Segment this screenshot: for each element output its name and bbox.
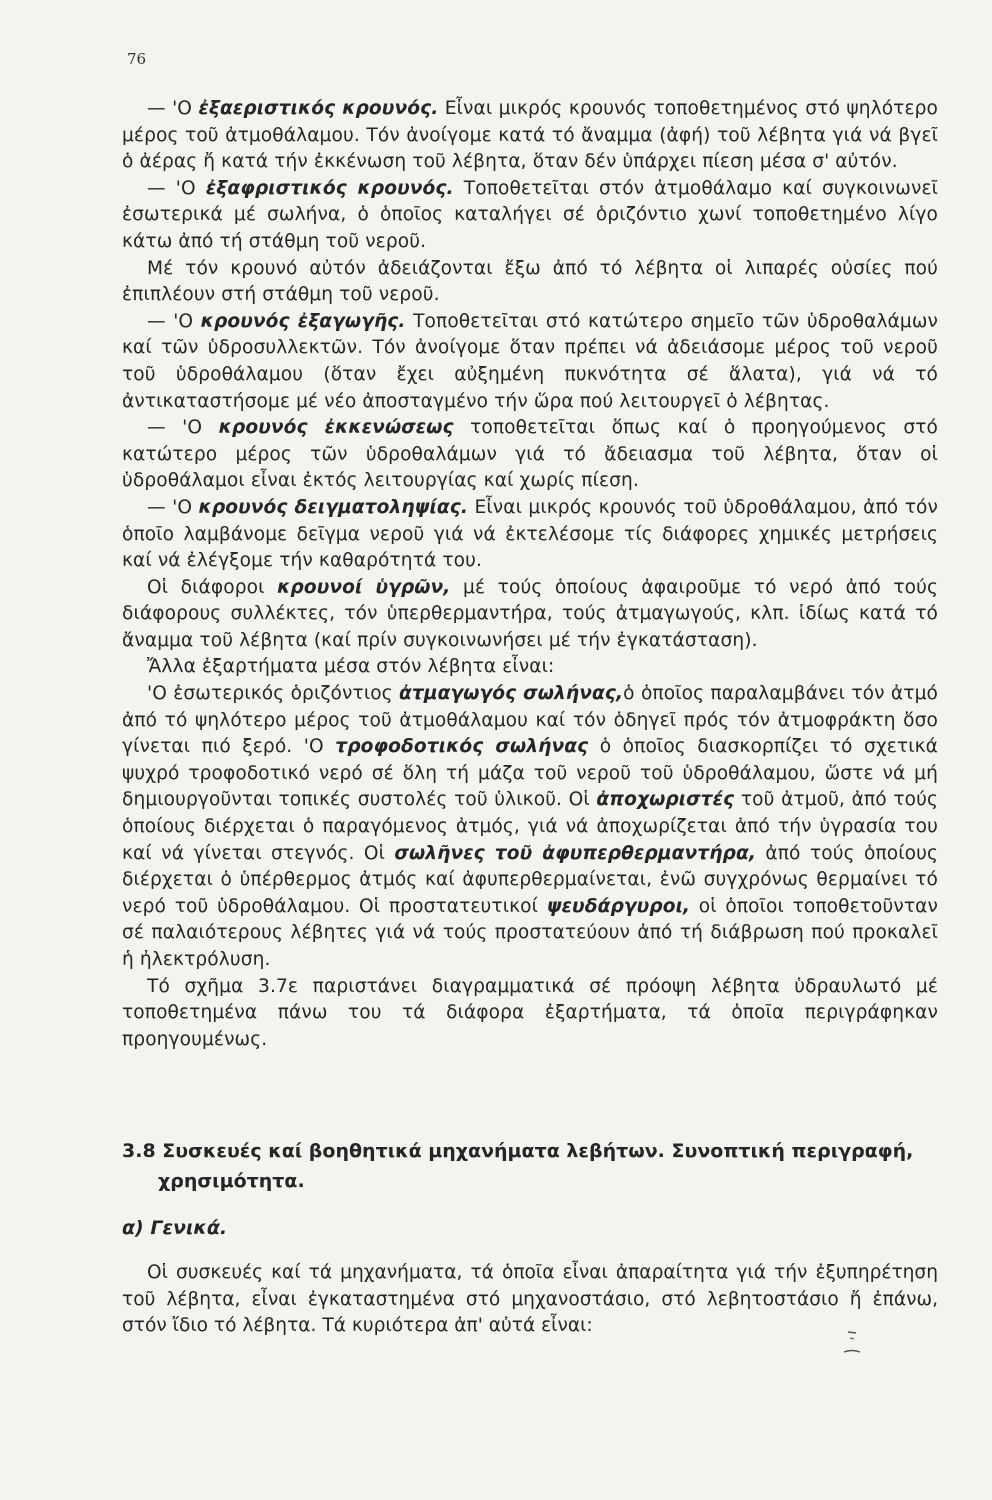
paragraph-other-fittings: Ἄλλα ἐξαρτήματα μέσα στόν λέβητα εἶναι: [147,656,555,678]
term-vent-valve: ἐξαεριστικός κρουνός. [198,98,439,119]
paragraph-text: ὁ ὁποῖος παραλαμβάνει τόν ἀτμό ἀπό τό ψηλότερο μέρος τοῦ ἀτμοθάλαμου καί τόν ὁδηγεῖ πρός τόν ἀτμοφράκτη ὅσο γίνεται πιό ξερό. 'Ο [122,683,938,758]
page-number: 76 [127,50,147,68]
paragraph-general: Οἱ συσκευές καί τά μηχανήματα, τά ὁποῖα εἶναι ἀπαραίτητα γιά τήν ἐξυπηρέτηση τοῦ λέβητα, εἶναι ἐγκαταστημένα στό μηχανοστάσιο, στό λεβητοστάσιο ἤ ἐπάνω, στόν ἴδιο τό λέβητα. Τά κυριότερα ἀπ' αὐτά εἶναι: [122,1262,938,1337]
term-liquid-valves: κρουνοί ὑγρῶν, [277,576,451,598]
paragraph-text: 'Ο ἐσωτερικός ὁριζόντιος [147,683,400,705]
paragraph-sampling-valve [122,495,938,575]
dash-lead: — 'Ο [147,496,199,518]
scan-mark-icon [840,1328,880,1358]
term-desuperheater-tubes: σωλῆνες τοῦ ἀφυπερθερμαντήρα, [394,842,756,864]
paragraph-liquid-valves [122,575,938,655]
dash-lead: — 'Ο [147,177,206,199]
paragraph-text: Οἱ διάφοροι [147,576,278,598]
paragraph-figure-reference: Τό σχῆμα 3.7ε παριστάνει διαγραμματικά σέ πρόοψη λέβητα ὑδραυλωτό μέ τοποθετημένα πάνω του τά διάφορα ἐξαρτήματα, τά ὁποῖα περιγράφηκαν προηγουμένως. [122,975,938,1050]
paragraph-text: Εἶναι μικρός κρουνός τοποθετημένος στό ψηλότερο μέρος τοῦ ἀτμοθάλαμου. Τόν ἀνοίγομε κατά τό ἄναμμα (ἀφή) τοῦ λέβητα γιά νά βγεῖ ὁ ἀέρας ἤ κατά τήν ἐκκένωση τοῦ λέβητα, ὅταν δέν ὑπάρχει πίεση μέσα σ' αὐτόν. [122,98,938,173]
paragraph-text: ἀπό τούς ὁποίους διέρχεται ὁ ὑπέρθερμος ἀτμός καί ἀφυπερθερμαίνεται, ἐνῶ συγχρόνως θερμαίνει τό νερό τοῦ ὑδροθάλαμου. Οἱ προστατευτικοί [122,842,938,917]
term-blowdown-valve: κρουνός ἐξαγωγῆς. [200,310,406,332]
paragraph-text: τοποθετεῖται ὅπως καί ὁ προηγούμενος στό κατώτερο μέρος τῶν ὑδροθαλάμων γιά τό ἄδειασμα τοῦ λέβητα, ὅταν οἱ ὑδροθάλαμοι εἶναι ἐκτός λειτουργίας καί χωρίς πίεση. [122,417,938,492]
paragraph-internal-fittings [122,681,938,974]
dash-lead: — 'Ο [147,310,201,332]
term-sampling-valve: κρουνός δειγματοληψίας. [198,496,469,518]
dash-lead: — 'Ο [147,417,219,439]
paragraph-drain-valve [122,415,938,495]
term-separators: ἀποχωριστές [596,789,735,811]
term-zinc-anodes: ψευδάργυροι, [546,895,691,917]
body-text [122,96,938,1053]
term-drain-valve: κρουνός ἐκκενώσεως [218,417,454,439]
paragraph-scum-valve-note: Μέ τόν κρουνό αὐτόν ἀδειάζονται ἔξω ἀπό τό λέβητα οἱ λιπαρές οὐσίες πού ἐπιπλέουν στή στάθμη τοῦ νεροῦ. [122,257,938,306]
section-heading: 3.8 Συσκευές καί βοηθητικά μηχανήματα λεβήτων. Συνοπτική περιγραφή, χρησιμότητα. [122,1140,914,1192]
subsection-heading: α) Γενικά. [122,1217,228,1239]
paragraph-text: Τοποθετεῖται στόν ἀτμοθάλαμο καί συγκοινωνεῖ ἐσωτερικά μέ σωλήνα, ὁ ὁποῖος καταλήγει σέ ὁριζόντιο χωνί τοποθετημένο λίγο κάτω ἀπό τή στάθμη τοῦ νεροῦ. [122,177,938,252]
paragraph-scum-valve [122,176,938,256]
paragraph-text: ὁ ὁποῖος διασκορπίζει τό σχετικά ψυχρό τροφοδοτικό νερό σέ ὅλη τή μάζα τοῦ νεροῦ τοῦ ὑδροθάλαμου, ὥστε νά μή δημιουργοῦνται τοπικές συστολές τοῦ ὑλικοῦ. Οἱ [122,736,938,811]
term-scum-valve: ἐξαφριστικός κρουνός. [205,177,454,199]
paragraph-text: Εἶναι μικρός κρουνός τοῦ ὑδροθάλαμου, ἀπό τόν ὁποῖο λαμβάνομε δεῖγμα νεροῦ γιά νά ἐκτελέσομε τίς διάφορες χημικές μετρήσεις καί νά ἐλέγξομε τήν καθαρότητά του. [122,496,938,572]
term-steam-pipe: ἀτμαγωγός σωλήνας, [399,683,624,705]
paragraph-text: μέ τούς ὁποίους ἀφαιροῦμε τό νερό ἀπό τούς διάφορους συλλέκτες, τόν ὑπερθερμαντήρα, τούς ἀτμαγωγούς, κλπ. ἰδίως κατά τό ἄναμμα τοῦ λέβητα (καί πρίν συγκοινωνήσει μέ τήν ἐγκατάσταση). [122,576,939,651]
dash-lead: — 'Ο [147,98,199,119]
paragraph-text: τοῦ ἀτμοῦ, ἀπό τούς ὁποίους διέρχεται ὁ παραγόμενος ἀτμός, γιά νά ἀποχωρίζεται ἀπό τήν ὑγρασία του καί νά γίνεται στεγνός. Οἱ [122,789,938,864]
paragraph-text: Τοποθετεῖται στό κατώτερο σημεῖο τῶν ὑδροθαλάμων καί τῶν ὑδροσυλλεκτῶν. Τόν ἀνοίγομε ὅταν πρέπει νά ἀδειάσομε μέρος τοῦ νεροῦ τοῦ ὑδροθάλαμου (ὅταν ἔχει αὐξημένη πυκνότητα σέ ἅλατα), γιά νά τό ἀντικαταστήσομε μέ νέο ἀποσταγμένο τήν ὥρα πού λειτουργεῖ ὁ λέβητας. [122,310,938,412]
paragraph-text: οἱ ὁποῖοι τοποθετοῦνταν σέ παλαιότερους λέβητες γιά νά τούς προστατεύουν ἀπό τή διάβρωση πού προκαλεῖ ἡ ἠλεκτρόλυση. [122,895,938,970]
paragraph-blowdown-valve [122,309,938,415]
term-feed-pipe: τροφοδοτικός σωλήνας [335,736,589,758]
paragraph-vent-valve [122,96,938,176]
